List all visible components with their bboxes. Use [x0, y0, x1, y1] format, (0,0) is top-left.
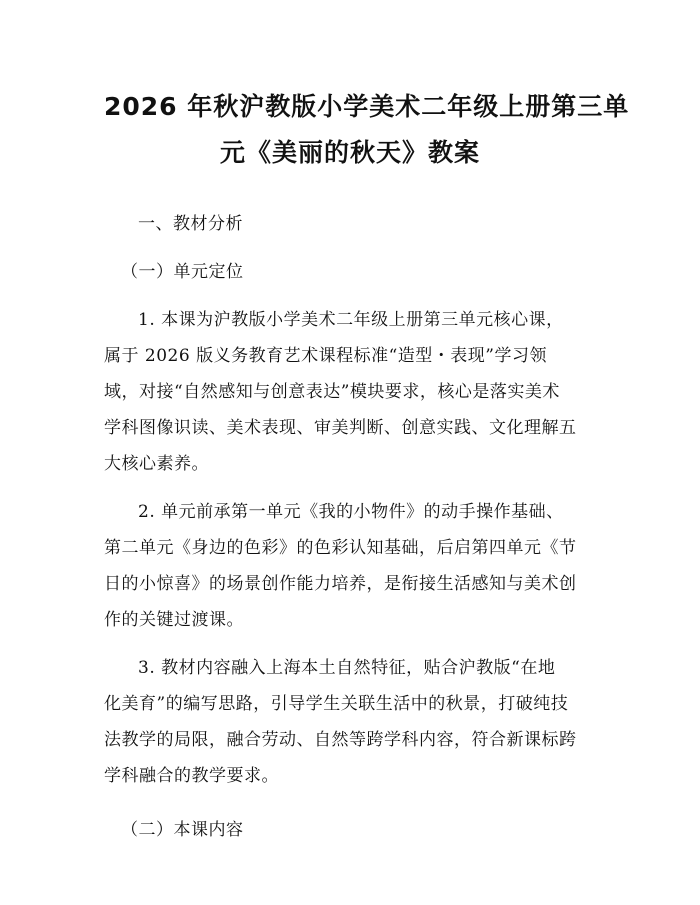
paragraph-line: 属于 2026 版义务教育艺术课程标准“造型・表现”学习领 — [104, 346, 547, 366]
paragraph-line: 作的关键过渡课。 — [104, 610, 244, 630]
document-title — [104, 84, 630, 176]
title-line-2: 元《美丽的秋天》教案 — [219, 138, 480, 167]
section-heading-textbook-analysis: 一、教材分析 — [138, 214, 243, 234]
paragraph-line: 学科图像识读、美术表现、审美判断、创意实践、文化理解五 — [104, 418, 577, 438]
paragraph-1 — [104, 302, 596, 482]
paragraph-line: 域，对接“自然感知与创意表达”模块要求，核心是落实美术 — [104, 382, 560, 402]
title-line-1: 2026 年秋沪教版小学美术二年级上册第三单 — [104, 92, 630, 121]
subsection-heading-lesson-content: （二）本课内容 — [121, 820, 244, 840]
paragraph-line: 日的小惊喜》的场景创作能力培养，是衔接生活感知与美术创 — [104, 574, 577, 594]
paragraph-line: 第二单元《身边的色彩》的色彩认知基础，后启第四单元《节 — [104, 538, 577, 558]
paragraph-line: 法教学的局限，融合劳动、自然等跨学科内容，符合新课标跨 — [104, 730, 577, 750]
paragraph-line: 学科融合的教学要求。 — [104, 766, 279, 786]
document-body — [104, 206, 596, 848]
paragraph-line: 大核心素养。 — [104, 454, 209, 474]
paragraph-line: 3. 教材内容融入上海本土自然特征，贴合沪教版“在地 — [138, 658, 556, 678]
paragraph-2 — [104, 494, 596, 638]
paragraph-line: 2. 单元前承第一单元《我的小物件》的动手操作基础、 — [138, 502, 564, 522]
paragraph-line: 化美育”的编写思路，引导学生关联生活中的秋景，打破纯技 — [104, 694, 569, 714]
subsection-heading-unit-positioning: （一）单元定位 — [121, 262, 244, 282]
paragraph-line: 1. 本课为沪教版小学美术二年级上册第三单元核心课， — [138, 310, 564, 330]
paragraph-3 — [104, 650, 596, 794]
